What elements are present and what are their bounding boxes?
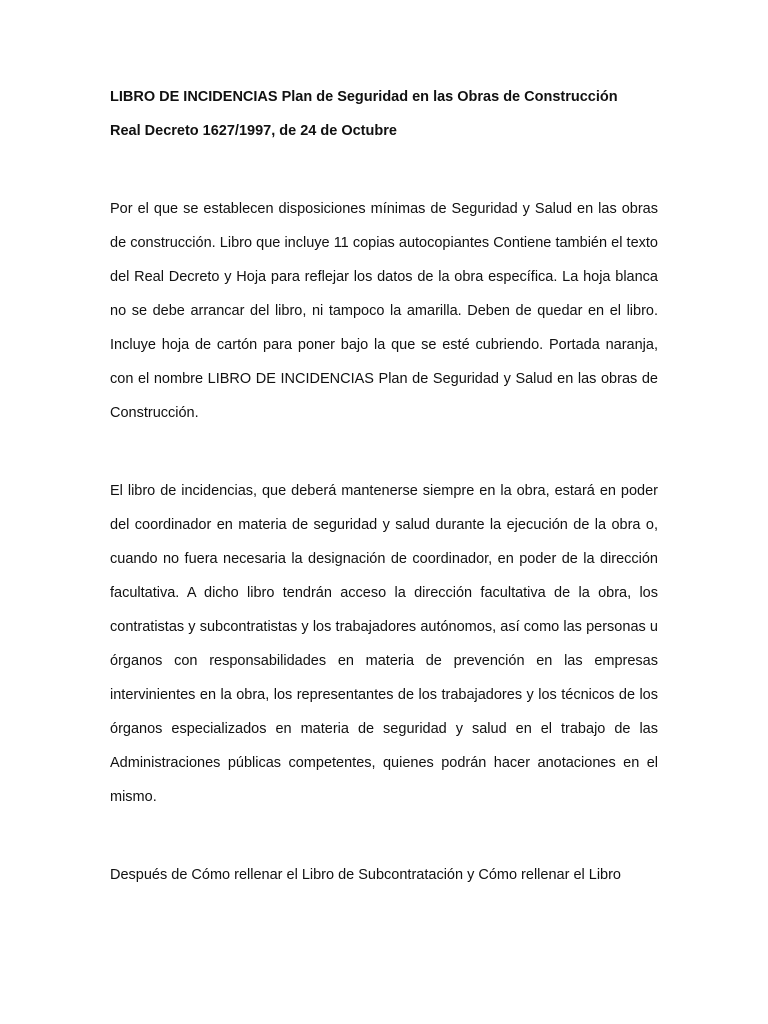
- document-subtitle: Real Decreto 1627/1997, de 24 de Octubre: [110, 123, 397, 139]
- paragraph-libro-incidencias: El libro de incidencias, que deberá mantenerse siempre en la obra, estará en poder del coordinador en materia de seguridad y salud durante la ejecución de la obra o, cuando no fuera necesaria la designación de coordinador, en poder de la dirección facultativa. A dicho libro tendrán acceso la dirección facultativa de la obra, los contratistas y subcontratistas y los trabajadores autónomos, así como las personas u órganos con responsabilidades en materia de prevención en las empresas intervinientes en la obra, los representantes de los trabajadores y los técnicos de los órganos especializados en materia de seguridad y salud en el trabajo de las Administraciones públicas competentes, quienes podrán hacer anotaciones en el mismo.: [110, 483, 658, 805]
- spacer: [110, 430, 658, 474]
- spacer: [110, 148, 658, 192]
- paragraph-despues: Después de Cómo rellenar el Libro de Subcontratación y Cómo rellenar el Libro: [110, 867, 621, 883]
- document-title: LIBRO DE INCIDENCIAS Plan de Seguridad en las Obras de Construcción: [110, 89, 618, 105]
- paragraph-intro: Por el que se establecen disposiciones mínimas de Seguridad y Salud en las obras de construcción. Libro que incluye 11 copias autocopiantes Contiene también el texto del Real Decreto y Hoja para reflejar los datos de la obra específica. La hoja blanca no se debe arrancar del libro, ni tampoco la amarilla. Deben de quedar en el libro. Incluye hoja de cartón para poner bajo la que se esté cubriendo. Portada naranja, con el nombre LIBRO DE INCIDENCIAS Plan de Seguridad y Salud en las obras de Construcción.: [110, 201, 658, 421]
- document-body: [110, 80, 658, 892]
- spacer: [110, 814, 658, 858]
